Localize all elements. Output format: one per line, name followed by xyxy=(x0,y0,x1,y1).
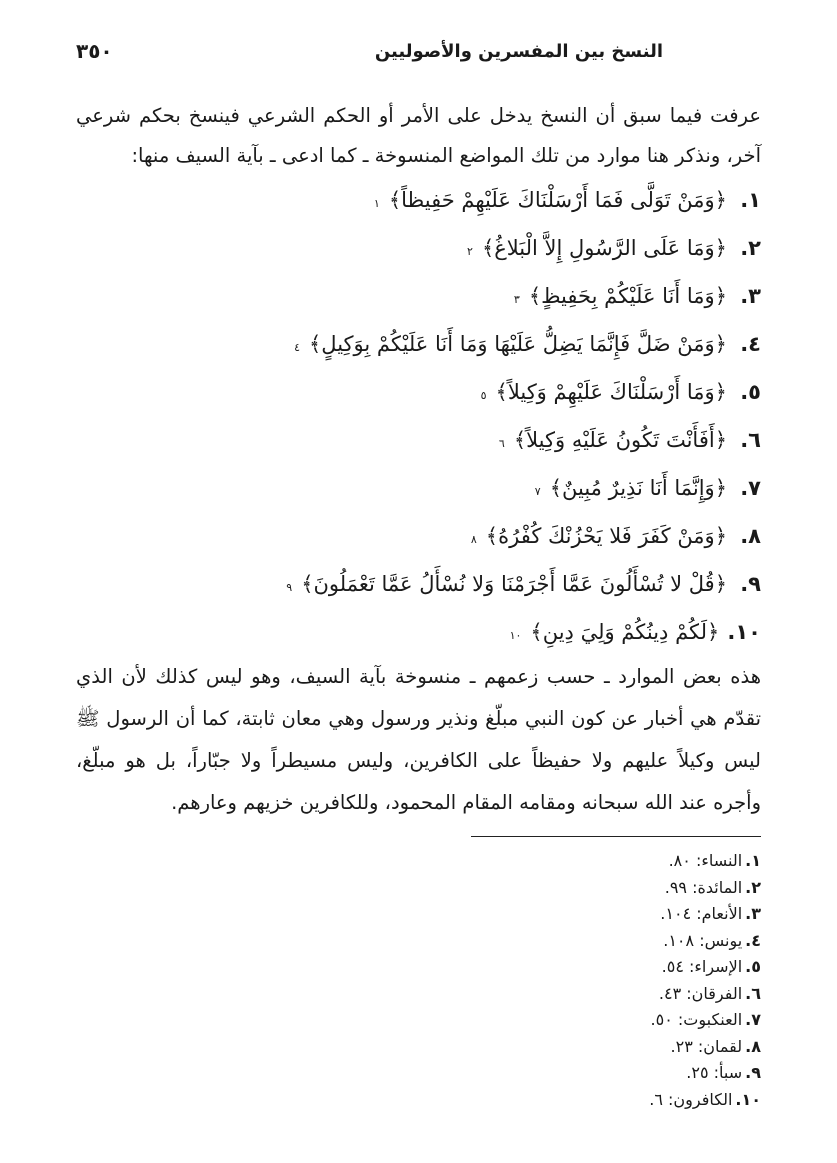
verse-text: ﴿وَمَنْ ضَلَّ فَإِنَّمَا يَضِلُّ عَلَيْهَا وَمَا أَنَا عَلَيْكُمْ بِوَكِيلٍ﴾ xyxy=(309,332,727,356)
footnote-text: الإسراء: ٥٤. xyxy=(661,957,743,976)
footnote-ref[interactable]: ٩ xyxy=(286,581,293,594)
footnote-text: النساء: ٨٠. xyxy=(668,851,743,870)
verse-number: ٤. xyxy=(740,332,761,356)
verse-item xyxy=(76,464,761,512)
verse-number: ٣. xyxy=(740,284,761,308)
verse-item xyxy=(76,560,761,608)
footnote-item xyxy=(471,1087,761,1114)
intro-paragraph: عرفت فيما سبق أن النسخ يدخل على الأمر أو الحكم الشرعي فينسخ بحكم شرعي آخر، ونذكر هنا موارد من تلك المواضع المنسوخة ـ كما ادعى ـ بآية السيف منها: xyxy=(76,104,761,167)
footnote-number: ٣. xyxy=(745,904,761,923)
footnote-ref[interactable]: ١٠ xyxy=(509,629,522,642)
main-text xyxy=(76,96,761,824)
conclusion-paragraph: هذه بعض الموارد ـ حسب زعمهم ـ منسوخة بآية السيف، وهو ليس كذلك لأن الذي تقدّم هي أخبار عن كون النبي مبلّغ ونذير ورسول وهي معان ثابتة، كما أن الرسول ﷺ ليس وكيلاً عليهم ولا حفيظاً على الكافرين، وليس مسيطراً ولا جبّاراً، بل هو مبلّغ، وأجره عند الله سبحانه ومقامه المقام المحمود، وللكافرين خزيهم وعارهم. xyxy=(76,665,761,814)
verse-list xyxy=(76,176,761,656)
footnote-text: لقمان: ٢٣. xyxy=(670,1036,743,1056)
footnote-ref[interactable]: ٧ xyxy=(534,485,541,498)
verse-text: ﴿أَفَأَنْتَ تَكُونُ عَلَيْهِ وَكِيلاً﴾ xyxy=(513,428,727,452)
footnote-ref[interactable]: ١ xyxy=(373,197,380,210)
verse-item xyxy=(76,416,761,464)
footnote-number: ٢. xyxy=(745,877,761,897)
page-number: ٣٥٠ xyxy=(76,39,113,63)
footnote-number: ٥. xyxy=(745,957,761,976)
footnote-item xyxy=(471,981,761,1008)
verse-text: ﴿قُلْ لا تُسْأَلُونَ عَمَّا أَجْرَمْنَا وَلا نُسْأَلُ عَمَّا تَعْمَلُونَ﴾ xyxy=(301,572,727,596)
footnote-text: سبأ: ٢٥. xyxy=(686,1063,743,1082)
verse-item xyxy=(76,272,761,320)
footnote-divider xyxy=(471,836,761,837)
footnote-ref[interactable]: ٢ xyxy=(467,245,473,258)
footnote-text: الفرقان: ٤٣. xyxy=(658,983,743,1003)
verse-number: ٧. xyxy=(740,476,761,500)
footnote-number: ٧. xyxy=(745,1010,761,1029)
footnote-item xyxy=(471,901,761,928)
verse-item xyxy=(76,368,761,416)
footnote-ref[interactable]: ٤ xyxy=(294,341,300,354)
verse-text: ﴿وَإِنَّمَا أَنَا نَذِيرٌ مُبِينٌ﴾ xyxy=(549,476,727,500)
verse-number: ١٠. xyxy=(727,620,761,644)
footnote-item xyxy=(471,1007,761,1034)
footnote-number: ١٠. xyxy=(735,1089,761,1109)
verse-item xyxy=(76,176,761,224)
verse-text: ﴿وَمَنْ كَفَرَ فَلا يَحْزُنْكَ كُفْرُهُ﴾ xyxy=(485,524,727,548)
verse-number: ٨. xyxy=(740,524,761,548)
footnote-text: الكافرون: ٦. xyxy=(649,1089,733,1109)
verse-number: ١. xyxy=(740,188,761,212)
footnote-number: ٦. xyxy=(745,983,761,1003)
verse-text: ﴿لَكُمْ دِينُكُمْ وَلِيَ دِينِ﴾ xyxy=(530,620,720,644)
footnote-ref[interactable]: ٦ xyxy=(498,437,505,450)
footnote-number: ٤. xyxy=(745,930,761,950)
footnote-item xyxy=(471,848,761,875)
footnote-ref[interactable]: ٥ xyxy=(480,389,487,402)
verse-text: ﴿وَمَا أَنَا عَلَيْكُمْ بِحَفِيظٍ﴾ xyxy=(528,284,727,308)
verse-number: ٥. xyxy=(740,380,761,404)
footnote-ref[interactable]: ٨ xyxy=(470,533,477,546)
verse-number: ٦. xyxy=(740,428,761,452)
footnote-number: ١. xyxy=(745,851,761,870)
footnote-number: ٨. xyxy=(745,1036,761,1056)
running-title: النسخ بين المفسرين والأصوليين xyxy=(374,40,663,62)
page-header xyxy=(76,34,761,68)
footnote-text: المائدة: ٩٩. xyxy=(664,877,743,897)
verse-item xyxy=(76,224,761,272)
footnote-ref[interactable]: ٣ xyxy=(513,293,520,306)
verse-number: ٢. xyxy=(740,236,761,260)
footnotes-list xyxy=(471,848,761,1113)
verse-item xyxy=(76,512,761,560)
verse-text: ﴿وَمَا عَلَى الرَّسُولِ إِلاَّ الْبَلاغُ﴾ xyxy=(481,236,727,260)
footnote-item xyxy=(471,1034,761,1061)
footnote-number: ٩. xyxy=(745,1063,761,1082)
verse-item xyxy=(76,608,761,656)
verse-text: ﴿وَمَنْ تَوَلَّى فَمَا أَرْسَلْنَاكَ عَلَيْهِمْ حَفِيظاً﴾ xyxy=(388,188,727,212)
footnote-text: الأنعام: ١٠٤. xyxy=(660,904,743,923)
footnote-text: العنكبوت: ٥٠. xyxy=(650,1010,743,1029)
footnote-item xyxy=(471,1060,761,1087)
footnote-text: يونس: ١٠٨. xyxy=(663,930,743,950)
verse-item xyxy=(76,320,761,368)
verse-number: ٩. xyxy=(740,572,761,596)
footnote-item xyxy=(471,875,761,902)
footnote-item xyxy=(471,928,761,955)
footnote-item xyxy=(471,954,761,981)
verse-text: ﴿وَمَا أَرْسَلْنَاكَ عَلَيْهِمْ وَكِيلاً﴾ xyxy=(495,380,727,404)
